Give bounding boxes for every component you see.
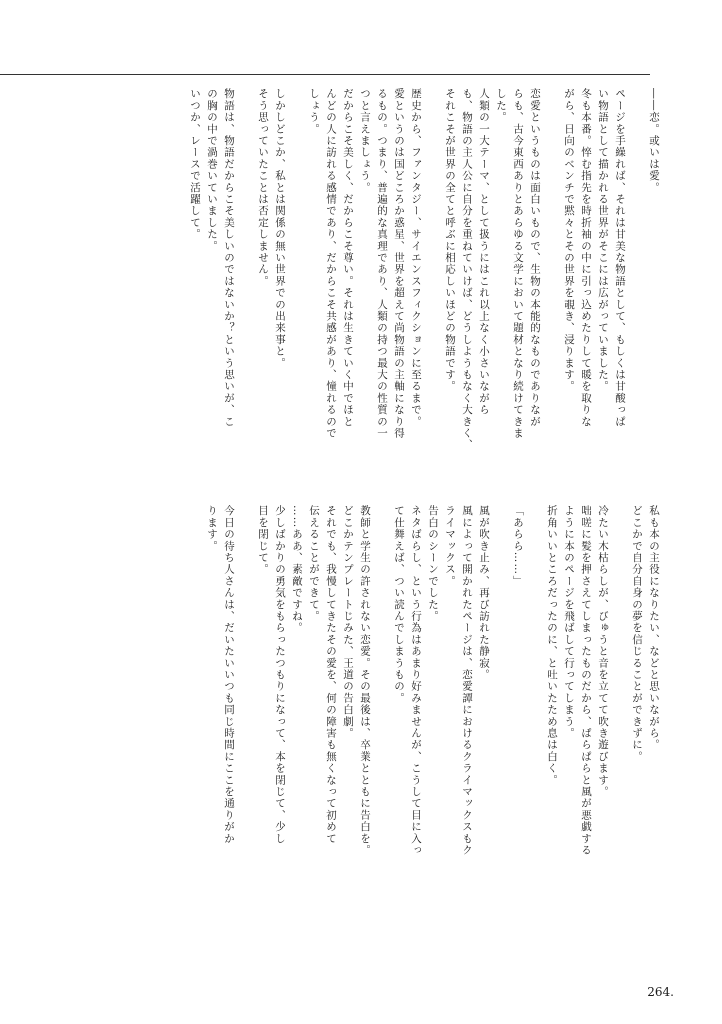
text-line: 恋愛というものは面白いもので、生物の本能的なものでありなが — [529, 88, 541, 428]
text-line: ネタばらし、という行為はあまり好みませんが、こうして目に入っ — [410, 505, 422, 856]
text-line: 人類の一大テーマ、として扱うにはこれ以上なく小さいながら — [478, 88, 490, 416]
paragraph-gap — [237, 505, 254, 917]
paragraph-gap — [543, 88, 560, 493]
text-line: るもの。つまり、普遍的な真理であり、人類の持つ最大の性質の一 — [376, 88, 388, 439]
header-rule — [0, 74, 650, 75]
paragraph-gap — [492, 505, 509, 917]
text-line: それでも、我慢してきたその愛を、何の障害も無くなって初めて — [325, 505, 337, 845]
paragraph-gap — [373, 505, 390, 917]
paragraph-gap — [611, 505, 628, 917]
paragraph-gap — [237, 88, 254, 493]
text-line: 愛というのは国どころか惑星、世界を超えて尚物語の主軸になり得 — [393, 88, 405, 439]
text-line: ――恋。或いは愛。 — [648, 88, 660, 194]
text-line: 目を閉じて。 — [257, 505, 269, 576]
text-line: しかしどこか、私とは関係の無い世界での出来事と。 — [274, 88, 286, 369]
text-line: 咄嗟に髪を押さえてしまったものだから、ぱらぱらと風が悪戯する — [580, 505, 592, 856]
text-line: も、物語の主人公に自分を重ねていけば、どうしようもなく大きく、 — [461, 88, 473, 451]
text-line: ライマックス。 — [444, 505, 456, 587]
text-line: 教師と学生の許されない恋愛。その最後は、卒業とともに告白を。 — [359, 505, 371, 856]
text-line: 冷たい木枯らしが、びゅうと音を立てて吹き遊びます。 — [597, 505, 609, 798]
text-line: んどの人に訪れる感情であり、だからこそ共感があり、憧れるので — [325, 88, 337, 439]
paragraph-gap — [526, 505, 543, 917]
text-line: ページを手繰れば、それは甘美な物語として、もしくは甘酸っぱ — [614, 88, 626, 428]
text-line: ……ああ、素敵ですね。 — [291, 505, 303, 634]
paragraph-gap — [628, 88, 645, 493]
text-line: 物語は、物語だからこそ美しいのではないか？という思いが、こ — [223, 88, 235, 428]
text-line: 冬も本番。悴む指先を時折袖の中に引っ込めたりして暖を取りな — [580, 88, 592, 428]
text-line: ように本のページを飛ばして行ってしまう。 — [563, 505, 575, 739]
text-line: 私も本の主役になりたい、などと思いながら。 — [648, 505, 660, 751]
text-line: いつか、レースで活躍して。 — [189, 88, 201, 241]
text-line: それこそが世界の全てと呼ぶに相応しいほどの物語です。 — [444, 88, 456, 393]
text-line: 風が吹き止み、再び訪れた静寂。 — [478, 505, 490, 681]
text-line: 伝えることができて。 — [308, 505, 320, 622]
upper-text-block — [102, 88, 662, 493]
text-line: の胸の中で渦巻いていました。 — [206, 88, 218, 252]
text-line: しょう。 — [308, 88, 320, 135]
text-line: 今日の待ち人さんは、だいたいいつも同じ時間にここを通りがか — [223, 505, 235, 845]
text-line: だからこそ美しく、だからこそ尊い。それは生きていく中でほと — [342, 88, 354, 428]
text-line: つと言えましょう。 — [359, 88, 371, 194]
paragraph-gap — [288, 88, 305, 493]
text-line: 少しばかりの勇気をもらったつもりになって、本を閉じて、少し — [274, 505, 286, 845]
text-line: 「あらら……」 — [512, 505, 524, 587]
text-line: て仕舞えば、つい読んでしまうもの。 — [393, 505, 405, 704]
text-line: い物語として描かれる世界がそこには広がっていました。 — [597, 88, 609, 393]
paragraph-gap — [424, 88, 441, 493]
text-line: らも、古今東西ありとあらゆる文学において題材となり続けてきま — [512, 88, 524, 439]
text-line: 風によって開かれたページは、恋愛譚におけるクライマックスもク — [461, 505, 473, 856]
text-line: がら、日向のベンチで黙々とその世界を覗き、浸ります。 — [563, 88, 575, 393]
text-line: 折角いいところだったのに、と吐いたため息は白く。 — [546, 505, 558, 786]
text-line: どこかテンプレートじみた、王道の告白劇。 — [342, 505, 354, 739]
text-line: どこかで自分自身の夢を信じることができずに。 — [631, 505, 643, 763]
lower-text-block — [102, 505, 662, 917]
text-line: した。 — [495, 88, 507, 124]
text-line: ります。 — [206, 505, 218, 552]
text-line: 告白のシーンでした。 — [427, 505, 439, 622]
text-line: 歴史から、ファンタジー、サイエンスフィクションに至るまで。 — [410, 88, 422, 428]
page-number: 264. — [647, 985, 674, 999]
text-line: そう思っていたことは否定しません。 — [257, 88, 269, 287]
